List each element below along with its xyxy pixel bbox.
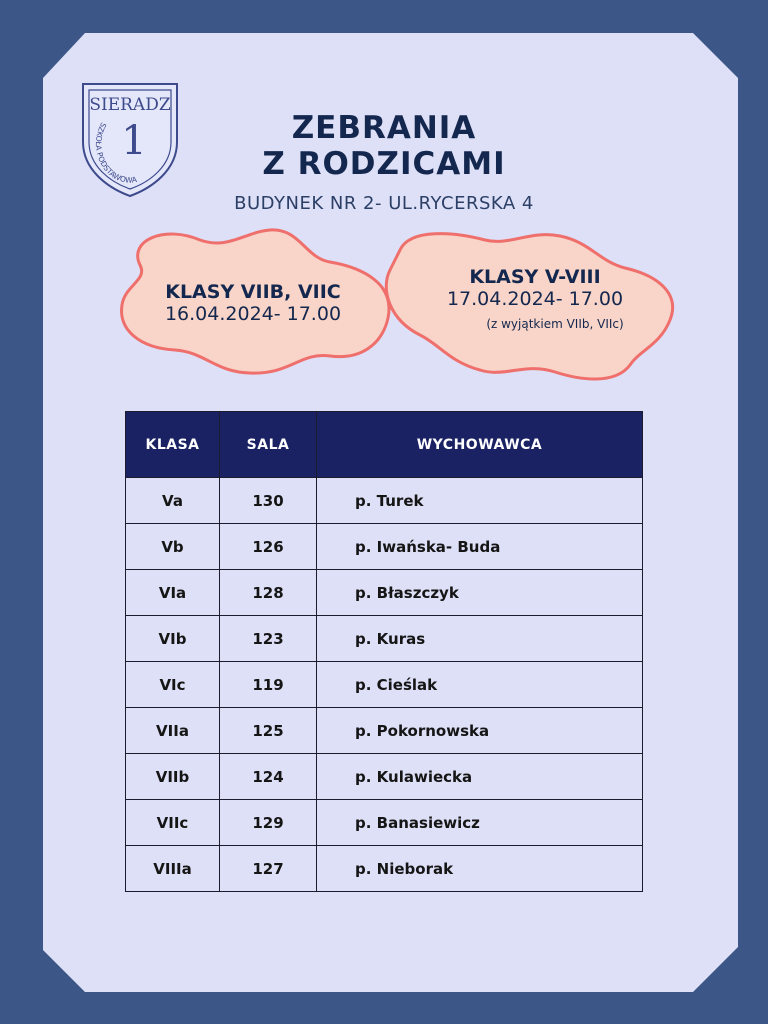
cell-klasa: Va: [126, 478, 220, 524]
cell-klasa: VIc: [126, 662, 220, 708]
cell-sala: 130: [220, 478, 317, 524]
cell-wychowawca: p. Kuras: [317, 616, 643, 662]
meeting-note: (z wyjątkiem VIIb, VIIc): [486, 317, 624, 331]
table-row: [126, 662, 643, 708]
table-row: [126, 846, 643, 892]
cell-klasa: VIIb: [126, 754, 220, 800]
table-row: [126, 616, 643, 662]
cell-wychowawca: p. Błaszczyk: [317, 570, 643, 616]
table-row: [126, 478, 643, 524]
meeting-info-left: [138, 281, 368, 325]
table-row: [126, 800, 643, 846]
logo-top-text: SIERADZ: [89, 95, 171, 115]
meeting-heading: KLASY VIIB, VIIC: [165, 281, 341, 303]
cell-klasa: Vb: [126, 524, 220, 570]
cell-wychowawca: p. Cieślak: [317, 662, 643, 708]
cell-sala: 119: [220, 662, 317, 708]
cell-wychowawca: p. Pokornowska: [317, 708, 643, 754]
cell-sala: 128: [220, 570, 317, 616]
cell-sala: 126: [220, 524, 317, 570]
building-address: BUDYNEK NR 2- UL.RYCERSKA 4: [234, 193, 534, 214]
table-row: [126, 570, 643, 616]
cell-sala: 125: [220, 708, 317, 754]
cell-sala: 124: [220, 754, 317, 800]
table-row: [126, 754, 643, 800]
meeting-heading: KLASY V-VIII: [469, 266, 601, 288]
header-klasa: KLASA: [126, 412, 220, 478]
title-line-2: Z RODZICAMI: [262, 146, 506, 182]
cell-wychowawca: p. Turek: [317, 478, 643, 524]
cell-klasa: VIb: [126, 616, 220, 662]
cell-klasa: VIa: [126, 570, 220, 616]
header-sala: SALA: [220, 412, 317, 478]
cell-sala: 127: [220, 846, 317, 892]
cell-wychowawca: p. Iwańska- Buda: [317, 524, 643, 570]
table-header-row: [126, 412, 643, 478]
table-row: [126, 708, 643, 754]
cell-klasa: VIIIa: [126, 846, 220, 892]
cell-wychowawca: p. Nieborak: [317, 846, 643, 892]
title-line-1: ZEBRANIA: [291, 110, 477, 146]
meeting-info-right: [415, 266, 655, 332]
cell-sala: 129: [220, 800, 317, 846]
meeting-date: 16.04.2024- 17.00: [164, 303, 342, 325]
logo-number: 1: [121, 118, 147, 164]
table-row: [126, 524, 643, 570]
logo-ring-text: SZKOŁA PODSTAWOWA: [93, 120, 138, 185]
cell-wychowawca: p. Banasiewicz: [317, 800, 643, 846]
header-wychowawca: WYCHOWAWCA: [317, 412, 643, 478]
meeting-date: 17.04.2024- 17.00: [446, 288, 624, 310]
school-crest-logo: [80, 80, 180, 200]
cell-wychowawca: p. Kulawiecka: [317, 754, 643, 800]
cell-klasa: VIIc: [126, 800, 220, 846]
class-room-table: [125, 411, 643, 892]
page-title: [184, 110, 584, 182]
cell-sala: 123: [220, 616, 317, 662]
cell-klasa: VIIa: [126, 708, 220, 754]
